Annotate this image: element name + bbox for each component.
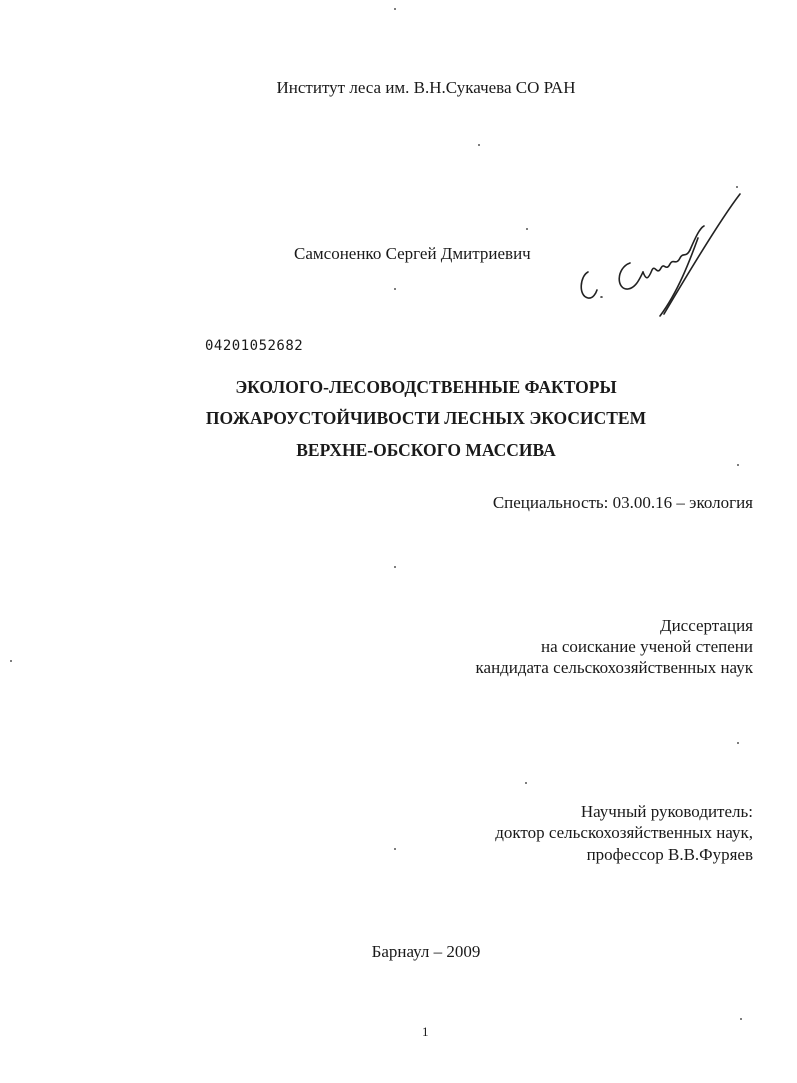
dissertation-title-line-2: ПОЖАРОУСТОЙЧИВОСТИ ЛЕСНЫХ ЭКОСИСТЕМ [205, 408, 647, 428]
scan-speck [736, 186, 738, 188]
scan-speck [737, 742, 739, 744]
supervisor-degree: доктор сельскохозяйственных наук, [495, 823, 753, 842]
scan-speck [740, 1018, 742, 1020]
scan-speck [10, 660, 12, 662]
degree-purpose: на соискание ученой степени [540, 637, 753, 656]
scan-speck [394, 566, 396, 568]
dissertation-title-line-3: ВЕРХНЕ-ОБСКОГО МАССИВА [296, 440, 556, 460]
scan-speck [394, 848, 396, 850]
institute-name: Институт леса им. В.Н.Сукачева СО РАН [276, 78, 576, 97]
scan-speck [478, 144, 480, 146]
degree-name: кандидата сельскохозяйственных наук [475, 658, 753, 677]
page-number: 1 [422, 1024, 429, 1039]
supervisor-label: Научный руководитель: [580, 802, 753, 821]
scan-speck [394, 8, 396, 10]
dissertation-type: Диссертация [659, 616, 753, 635]
city-year: Барнаул – 2009 [371, 942, 481, 961]
scan-speck [525, 782, 527, 784]
scan-speck [394, 288, 396, 290]
scan-speck [526, 228, 528, 230]
specialty: Специальность: 03.00.16 – экология [492, 493, 753, 512]
supervisor-name: профессор В.В.Фуряев [586, 845, 753, 864]
registration-code: 04201052682 [205, 338, 304, 354]
dissertation-title-line-1: ЭКОЛОГО-ЛЕСОВОДСТВЕННЫЕ ФАКТОРЫ [235, 377, 617, 397]
scan-speck [737, 464, 739, 466]
author-name: Самсоненко Сергей Дмитриевич [294, 244, 531, 263]
author-signature [560, 180, 760, 320]
